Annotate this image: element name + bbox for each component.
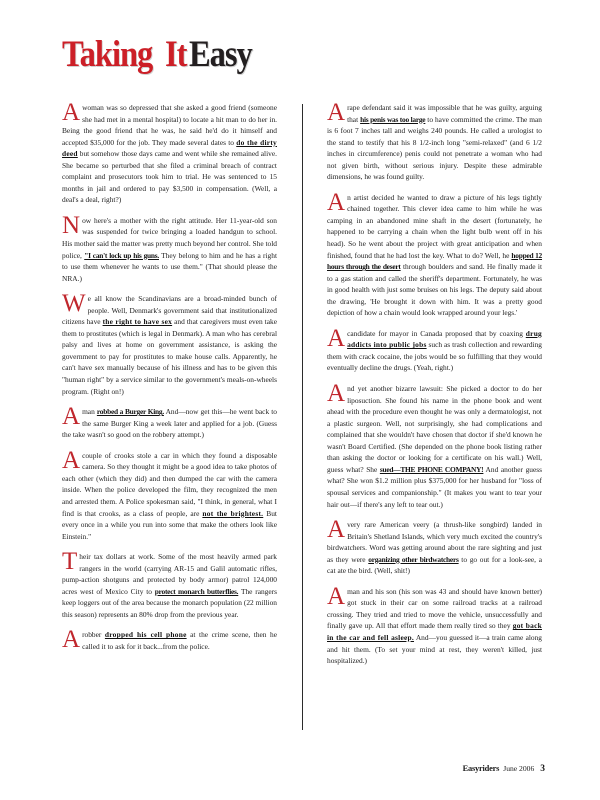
drop-cap: A	[327, 516, 346, 544]
drop-cap: W	[62, 290, 86, 318]
column-container	[62, 99, 543, 742]
article-item	[62, 99, 277, 206]
body-text: very rare American veery (a thrush-like songbird) landed in Britain's Shetland Islands, which very much excited the country's birdwatchers. Word was getting around about the rare sighting and just as they were	[327, 520, 542, 564]
column-divider-rule	[302, 104, 303, 730]
magazine-name: Easyriders	[462, 764, 500, 773]
body-text: man and his son (his son was 43 and should have known better) got stuck in their car on some railroad tracks at a railroad crossing. They tried and tried to move the vehicle, unsuccessfully and finally gave up. All that effort made them really tired so they	[327, 586, 542, 631]
drop-cap: A	[62, 626, 81, 654]
drop-cap: A	[327, 582, 346, 610]
highlighted-phrase: his penis was too large	[360, 114, 426, 124]
page-footer	[463, 764, 545, 774]
highlighted-phrase: do the dirty deed	[62, 137, 277, 159]
article-item	[62, 446, 277, 542]
highlighted-phrase: protect monarch butterflies.	[154, 586, 239, 596]
body-text: to have committed the crime. The man is 6 foot 7 inches tall and weighs 240 pounds. He called a urologist to the stand to testify that his 8 1/2-inch long "semi-relaxed" (and 6 1/2 inches in circumference) penis could not penetrate a woman who had not given birth, without serious injury. Despite these admirable dimensions, he was found guilty.	[327, 114, 542, 182]
body-text: woman was so depressed that she asked a good friend (someone she had met in a mental hospital) to locate a hit man to do her in. Being the good friend that he was, he said he'd do it himself and accepted $35,000 for the job. They made several dates to	[62, 103, 277, 147]
body-text: ow here's a mother with the right attitude. Her 11-year-old son was suspended for twice bringing a loaded handgun to school. His mother said the matter was pretty much beyond her control. She told police,	[62, 215, 277, 260]
drop-cap: T	[62, 548, 78, 576]
body-text: nd yet another bizarre lawsuit: She picked a doctor to do her liposuction. She found his name in the phone book and went ahead with the procedure even thought he was only a dermatologist, not a plastic surgeon. Well, not surprisingly, she had complications and complained that she wouldn't have chosen that doctor if she'd known he wasn't Board Certified. (She depended on the phone book listing rather than asking the doctor or looking for a certificate on his wall.) Well, guess what? She	[327, 384, 542, 474]
drop-cap: A	[327, 99, 346, 126]
body-text: candidate for mayor in Canada proposed that by coaxing	[347, 328, 526, 338]
article-item	[327, 380, 543, 510]
issue-date: June 2006	[503, 764, 535, 773]
body-text: And another guess what? She won $1.2 million plus $375,000 for her husband for "loss of spousal services and companionship." (It makes you want to tear your hair out—if there's any left to tear out.)	[327, 464, 543, 509]
body-text: to go out for a look-see, a cat ate the bird. (Well, shit!)	[327, 554, 542, 576]
article-item	[327, 188, 543, 319]
highlighted-phrase: sued—THE PHONE COMPANY!	[379, 464, 484, 474]
drop-cap: A	[62, 403, 81, 431]
body-text: and that caregivers must even take them to prostitutes (which is legal in Denmark). A man who has cerebral palsy and lives at home on government assistance, is asking the government to pay for prostitutes to make house calls. Apparently, he can't have sex manually because of his illness and has to be given this "human right" by a service similar to the government's meals-on-wheels program. (Right on!)	[62, 317, 277, 396]
body-text: man	[82, 407, 97, 417]
article-item	[62, 211, 278, 284]
highlighted-phrase: not the brightest.	[202, 508, 264, 518]
body-text: e all know the Scandinavians are a broad-minded bunch of people. Well, Denmark's government said that institutionalized citizens have	[62, 294, 277, 327]
body-text: rape defendant said it was impossible that he was guilty, arguing that	[347, 103, 542, 124]
body-text: such as trash collection and rewarding them with crack cocaine, the jobs would be so fulfilling that they would eventually decline the drugs. (Yeah, right.)	[327, 340, 542, 373]
article-item	[62, 626, 278, 654]
article-item	[327, 324, 542, 374]
body-text: And—you guessed it—a train came along and hit them. (To set your mind at rest, they weren't killed, just hospitalized.)	[327, 632, 542, 666]
highlighted-phrase: got back in the car and fell asleep.	[327, 621, 542, 642]
drop-cap: A	[62, 446, 81, 474]
article-body	[62, 99, 543, 742]
body-text: at the crime scene, then he called it to ask for it back...from the police.	[82, 630, 278, 651]
article-item	[327, 99, 542, 183]
body-text: robber	[82, 630, 105, 640]
highlighted-phrase: hopped 12 hours through the desert	[327, 250, 543, 272]
body-text: But every once in a while you run into some that make the others look like Einstein."	[62, 508, 277, 541]
highlighted-phrase: robbed a Burger King.	[96, 407, 164, 417]
body-text: And—now get this—he went back to the same Burger King a week later and applied for a job. (Guess the take wasn't so good on the robbery attempt.)	[62, 407, 277, 440]
logo-word-it: It	[164, 34, 186, 75]
logo-word-easy: Easy	[188, 34, 252, 75]
drop-cap: A	[327, 188, 346, 216]
article-column-left	[62, 99, 278, 742]
page-number: 3	[540, 764, 545, 774]
highlighted-phrase: "I can't lock up his guns.	[84, 250, 159, 260]
highlighted-phrase: the right to have sex	[102, 317, 173, 327]
logo-word-taking: Taking	[62, 34, 153, 75]
article-item	[62, 548, 277, 620]
body-text: through boulders and sand. He finally made it to a gas station and called the sheriff's department. Fortunately, he was in good health with just some bruises on his legs. The deputy said about the drawing, 'He brought it down with him. It was a pretty good depiction of how a chain would look wrapped around your legs.'	[327, 262, 543, 318]
drop-cap: A	[327, 324, 346, 352]
article-item	[62, 290, 277, 397]
highlighted-phrase: drug addicts into public jobs	[347, 328, 542, 350]
body-text: heir tax dollars at work. Some of the most heavily armed park rangers in the world (carrying AR-15 and Galil automatic rifles, pump-action shotguns and protected by body armor) patrol 124,000 acres west of Mexico City to	[62, 552, 277, 596]
article-column-right	[327, 99, 543, 742]
masthead-logo	[62, 36, 260, 76]
body-text: couple of crooks stole a car in which they found a disposable camera. So they thought it might be a good idea to take photos of each other (which they did) and then dumped the car with the camera inside. When the police developed the film, they recognized the men and arrested them. A Police spokesman said, "I think, in general, what I find is that crooks, as a class of people, are	[62, 450, 277, 518]
body-text: The rangers keep loggers out of the area because the monarch population (22 million this season) represents an 80% drop from the previous year.	[62, 586, 277, 619]
article-item	[62, 403, 277, 441]
highlighted-phrase: organizing other birdwatchers	[368, 554, 459, 564]
article-item	[327, 582, 542, 667]
body-text: n artist decided he wanted to draw a picture of his legs tightly chained together. This clever idea came to him while he was camping in an abandoned mine shaft in the desert (fortunately, he happened to be carrying a chain when the light bulb went off in his head). So he went about the project with great anticipation and when finished, found that he had lost the key. What to do? Well, he	[327, 192, 542, 260]
drop-cap: A	[62, 99, 81, 126]
drop-cap: N	[62, 211, 81, 239]
article-item	[327, 516, 542, 577]
body-text: but somehow those days came and went while she remained alive. She became so perturbed that she filed a criminal breach of contract complaint and prosecutors took him to trial. He was sentenced to 15 months in jail and ordered to pay $3,500 in compensation. (Well, a deal's a deal, right?)	[62, 149, 277, 205]
highlighted-phrase: dropped his cell phone	[104, 630, 187, 640]
body-text: They belong to him and he has a right to use them whenever he wants to use them." (That should please the NRA.)	[62, 250, 278, 283]
drop-cap: A	[327, 380, 346, 408]
